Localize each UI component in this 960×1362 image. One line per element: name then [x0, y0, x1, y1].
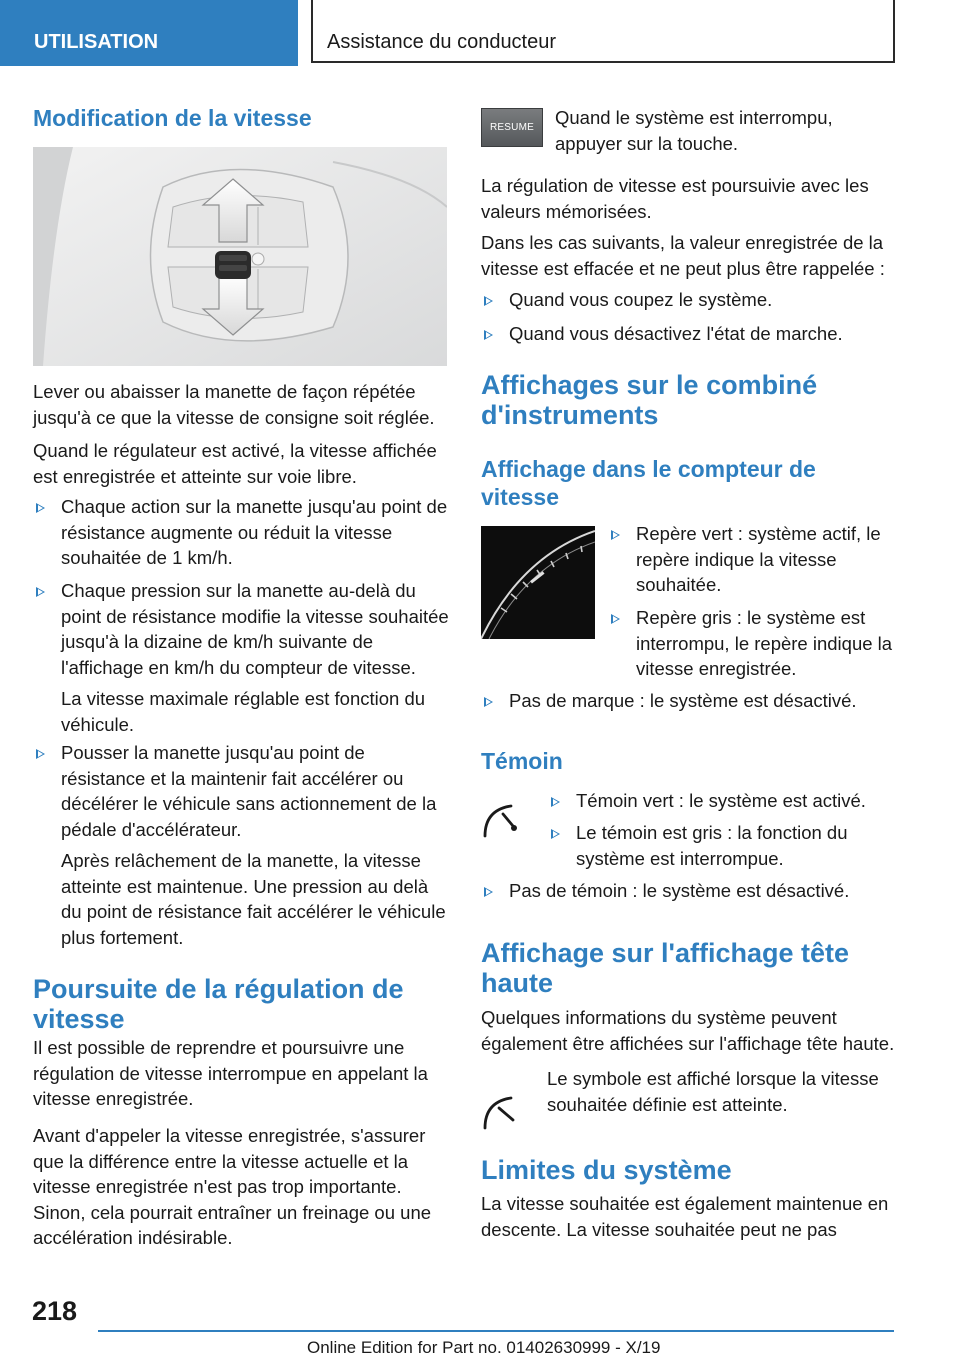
- heading-instrument-cluster: Affichages sur le combiné d'instruments: [481, 370, 818, 430]
- list-item: Quand vous désactivez l'état de marche.: [509, 323, 843, 344]
- bullet-triangle-icon: [484, 697, 493, 707]
- bullet-triangle-icon: [484, 296, 493, 306]
- topic-tab: Assistance du conducteur: [311, 0, 895, 63]
- list-item: Repère vert : système actif, le repère indique la vitesse souhaitée.: [636, 523, 881, 595]
- heading-system-limits: Limites du système: [481, 1155, 732, 1185]
- page-header: [0, 0, 960, 66]
- list-item-note: Après relâchement de la manette, la vitesse atteinte est maintenue. Une pression au delà du point de résistance fait accélérer le véhicule plus fortement.: [61, 850, 446, 948]
- paragraph: Quelques informations du système peuvent également être affichées sur l'affichage tête haute.: [481, 1007, 895, 1054]
- cruise-indicator-icon: [481, 800, 525, 840]
- paragraph: Avant d'appeler la vitesse enregistrée, s'assurer que la différence entre la vitesse actuelle et la vitesse enregistrée n'est pas trop importante. Sinon, cela pourrait entraîner un freinage ou une accélération indésirable.: [33, 1125, 432, 1248]
- heading-resume-cruise: Poursuite de la régulation de vitesse: [33, 974, 404, 1034]
- list-item: Pousser la manette jusqu'au point de résistance et la maintenir fait accélérer ou décélérer le véhicule sans actionnement de la pédale d'accélérateur.: [61, 742, 437, 840]
- paragraph: La régulation de vitesse est poursuivie avec les valeurs mémorisées.: [481, 175, 869, 222]
- bullet-triangle-icon: [36, 587, 45, 597]
- bullet-triangle-icon: [36, 503, 45, 513]
- list-item: Repère gris : le système est interrompu, le repère indique la vitesse enregistrée.: [636, 607, 893, 679]
- list-item: Quand vous coupez le système.: [509, 289, 773, 310]
- list-item: Chaque pression sur la manette au-delà du point de résistance modifie la vitesse souhaitée jusqu'à la dizaine de km/h suivante de l'affichage en km/h du compteur de vitesse.: [61, 580, 449, 678]
- heading-speed-modification: Modification de la vitesse: [33, 105, 312, 131]
- paragraph: Lever ou abaisser la manette de façon répétée jusqu'à ce que la vitesse de consigne soit réglée.: [33, 381, 435, 428]
- bullet-triangle-icon: [611, 614, 620, 624]
- paragraph: Dans les cas suivants, la valeur enregistrée de la vitesse est effacée et ne peut plus être rappelée :: [481, 232, 885, 279]
- list-item: Pas de témoin : le système est désactivé.: [509, 880, 850, 901]
- paragraph: Quand le système est interrompu, appuyer sur la touche.: [555, 107, 833, 154]
- heading-speedometer-display: Affichage dans le compteur de vitesse: [481, 456, 816, 510]
- bullet-triangle-icon: [611, 530, 620, 540]
- list-item: Pas de marque : le système est désactivé.: [509, 690, 857, 711]
- footer-edition: Online Edition for Part no. 01402630999 - X/19: [307, 1338, 661, 1357]
- page-number: 218: [32, 1296, 78, 1326]
- hud-cruise-icon: [481, 1092, 525, 1132]
- resume-label: RESUME: [490, 122, 534, 133]
- speedometer-marker-image: [481, 526, 595, 639]
- paragraph: Le symbole est affiché lorsque la vitesse souhaitée définie est atteinte.: [547, 1068, 879, 1115]
- paragraph: La vitesse souhaitée est également maintenue en descente. La vitesse souhaitée peut ne pas: [481, 1193, 889, 1240]
- bullet-triangle-icon: [551, 829, 560, 839]
- bullet-triangle-icon: [551, 797, 560, 807]
- resume-button-icon: [481, 108, 543, 147]
- list-item: Témoin vert : le système est activé.: [576, 790, 866, 811]
- bullet-triangle-icon: [36, 749, 45, 759]
- steering-switch-image: [33, 147, 447, 366]
- footer-divider: [98, 1330, 894, 1332]
- list-item: Le témoin est gris : la fonction du système est interrompue.: [576, 822, 848, 869]
- bullet-triangle-icon: [484, 330, 493, 340]
- bullet-triangle-icon: [484, 887, 493, 897]
- heading-indicator: Témoin: [481, 748, 563, 774]
- heading-head-up-display: Affichage sur l'affichage tête haute: [481, 938, 850, 998]
- section-tab: UTILISATION: [0, 0, 298, 66]
- paragraph: Quand le régulateur est activé, la vitesse affichée est enregistrée et atteinte sur voie libre.: [33, 440, 437, 487]
- paragraph: Il est possible de reprendre et poursuivre une régulation de vitesse interrompue en appelant la vitesse enregistrée.: [33, 1037, 428, 1109]
- list-item: Chaque action sur la manette jusqu'au point de résistance augmente ou réduit la vitesse souhaitée de 1 km/h.: [61, 496, 448, 568]
- list-item-note: La vitesse maximale réglable est fonction du véhicule.: [61, 688, 426, 735]
